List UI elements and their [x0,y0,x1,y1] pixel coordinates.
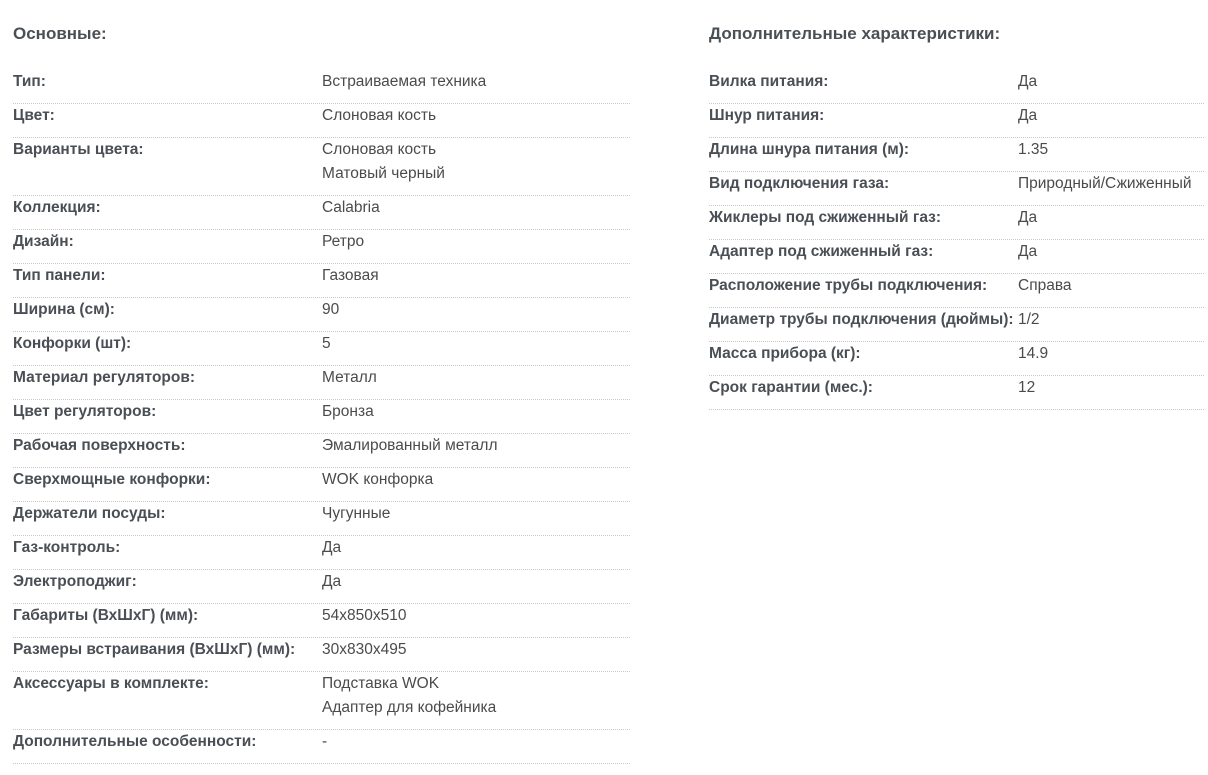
spec-row [13,434,630,468]
spec-value-line: 12 [1018,379,1036,396]
spec-label: Цвет: [13,107,55,124]
spec-value-line: Да [322,573,342,590]
spec-row [13,230,630,264]
spec-value-line: Да [1018,107,1038,124]
spec-label: Цвет регуляторов: [13,403,157,420]
spec-row [13,730,630,764]
spec-row [13,298,630,332]
spec-label: Срок гарантии (мес.): [709,379,873,396]
spec-row [709,274,1204,308]
spec-label: Ширина (см): [13,301,115,318]
spec-value-line: Да [1018,243,1038,260]
spec-value [1018,308,1204,332]
spec-value-line: Calabria [322,199,380,216]
spec-value [322,434,630,458]
spec-row [13,70,630,104]
spec-label: Рабочая поверхность: [13,437,186,454]
spec-label: Конфорки (шт): [13,335,132,352]
spec-label: Длина шнура питания (м): [709,141,910,158]
spec-value [1018,240,1204,264]
spec-row [709,308,1204,342]
spec-value [322,604,630,628]
spec-label: Тип: [13,73,46,90]
spec-value [322,400,630,424]
spec-value [1018,70,1204,94]
spec-value-line: WOK конфорка [322,471,434,488]
spec-value [322,570,630,594]
spec-value-line: Природный/Сжиженный [1018,175,1192,192]
spec-value-line: Слоновая кость [322,107,437,124]
spec-value-line: Да [322,539,342,556]
spec-value-line: 1.35 [1018,141,1049,158]
spec-value [322,536,630,560]
spec-row [709,376,1204,410]
spec-label: Держатели посуды: [13,505,166,522]
spec-label: Газ-контроль: [13,539,121,556]
spec-label: Аксессуары в комплекте: [13,675,209,692]
spec-value [322,468,630,492]
spec-value [322,502,630,526]
spec-value-line: Подставка WOK [322,675,440,692]
spec-value-line: 1/2 [1018,311,1040,328]
spec-row [709,172,1204,206]
spec-label: Жиклеры под сжиженный газ: [709,209,942,226]
spec-label: Размеры встраивания (ВхШхГ) (мм): [13,641,296,658]
spec-value-line: Чугунные [322,505,391,522]
spec-label: Адаптер под сжиженный газ: [709,243,934,260]
spec-label: Шнур питания: [709,107,825,124]
spec-value-line: 5 [322,335,331,352]
spec-label: Габариты (ВхШхГ) (мм): [13,607,199,624]
spec-label: Варианты цвета: [13,141,144,158]
spec-value-line: Встраиваемая техника [322,73,487,90]
spec-row [709,104,1204,138]
spec-value [322,138,630,186]
spec-row [709,240,1204,274]
spec-label: Материал регуляторов: [13,369,196,386]
spec-row [13,332,630,366]
spec-value [322,104,630,128]
spec-label: Масса прибора (кг): [709,345,861,362]
spec-label: Тип панели: [13,267,106,284]
spec-value-line: Адаптер для кофейника [322,699,497,716]
spec-row [13,104,630,138]
spec-label: Дизайн: [13,233,74,250]
spec-label: Вид подключения газа: [709,175,890,192]
spec-value [322,366,630,390]
spec-value-line: 90 [322,301,340,318]
spec-row [13,536,630,570]
spec-row [13,264,630,298]
spec-value-line: - [322,733,328,750]
spec-label: Электроподжиг: [13,573,137,590]
spec-row [13,570,630,604]
spec-value-line: Эмалированный металл [322,437,498,454]
spec-row [13,400,630,434]
spec-row [13,604,630,638]
spec-row [13,672,630,730]
spec-value [1018,104,1204,128]
spec-value [1018,342,1204,366]
spec-label: Диаметр трубы подключения (дюймы): [709,311,1014,328]
spec-value [1018,172,1204,196]
spec-row [13,366,630,400]
spec-value [322,672,630,720]
spec-value-line: Металл [322,369,377,386]
spec-value-line: Да [1018,73,1038,90]
extra-specs-list [709,48,1204,410]
main-specs-title: Основные: [13,24,107,43]
spec-label: Дополнительные особенности: [13,733,257,750]
spec-label: Коллекция: [13,199,101,216]
spec-value [1018,206,1204,230]
spec-value-line: Бронза [322,403,374,420]
main-specs-list [13,48,630,764]
spec-value [322,70,630,94]
spec-value [322,196,630,220]
spec-row [709,342,1204,376]
spec-value-line: Да [1018,209,1038,226]
spec-label: Сверхмощные конфорки: [13,471,211,488]
spec-value-line: 54x850x510 [322,607,407,624]
spec-value-line: 14.9 [1018,345,1049,362]
spec-row [13,502,630,536]
spec-row [13,196,630,230]
spec-value [322,264,630,288]
spec-row [709,206,1204,240]
spec-value-line: Матовый черный [322,165,445,182]
spec-value-line: Слоновая кость [322,141,437,158]
spec-value-line: Ретро [322,233,365,250]
spec-row [13,638,630,672]
spec-label: Расположение трубы подключения: [709,277,988,294]
spec-value-line: 30x830x495 [322,641,407,658]
main-specs-section [13,0,630,764]
spec-value [322,230,630,254]
spec-value [322,298,630,322]
spec-row [709,138,1204,172]
spec-row [709,70,1204,104]
spec-value [322,730,630,754]
spec-value [322,332,630,356]
spec-value-line: Справа [1018,277,1072,294]
spec-label: Вилка питания: [709,73,829,90]
spec-value [1018,376,1204,400]
spec-value [1018,274,1204,298]
spec-value-line: Газовая [322,267,379,284]
spec-value [322,638,630,662]
spec-value [1018,138,1204,162]
spec-row [13,138,630,196]
extra-specs-title: Дополнительные характеристики: [709,24,1001,43]
extra-specs-section [709,0,1204,410]
spec-row [13,468,630,502]
